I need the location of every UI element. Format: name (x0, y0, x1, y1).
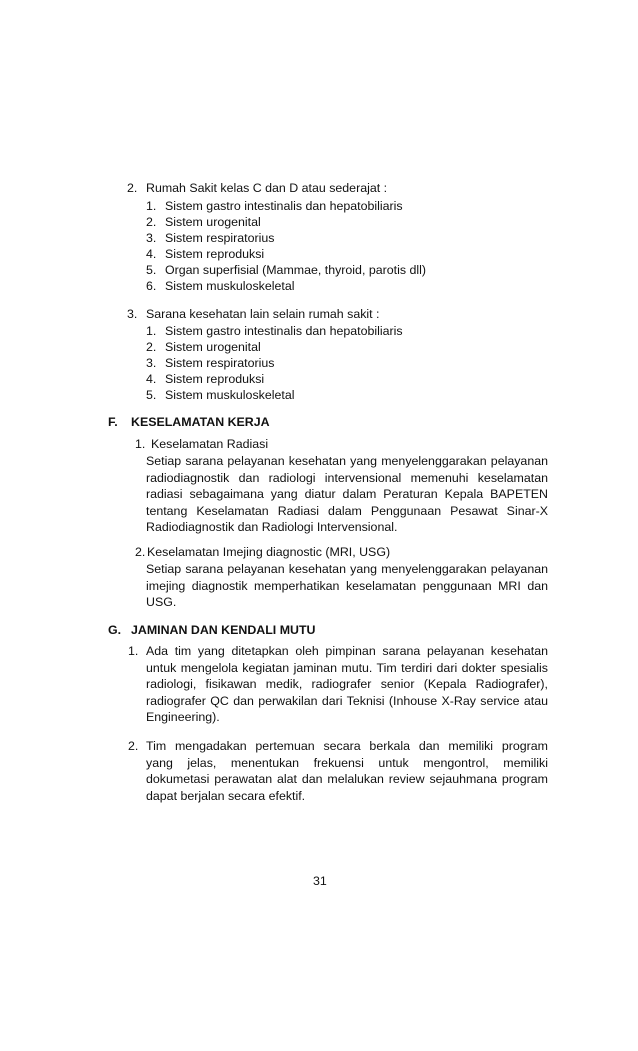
paragraph-line: Radiodiagnostik dan Radiologi Intervensional. (146, 520, 398, 534)
section-heading: JAMINAN DAN KENDALI MUTU (131, 623, 316, 637)
subitem-text: Organ superfisial (Mammae, thyroid, parotis dll) (165, 263, 426, 277)
paragraph-line: dapat berjalan secara efektif. (146, 788, 306, 803)
paragraph-line: Setiap sarana pelayanan kesehatan yang menyelenggarakan pelayanan (146, 562, 548, 576)
subitem-text: Sistem respiratorius (165, 356, 275, 370)
item-title: Keselamatan Radiasi (151, 437, 269, 451)
paragraph (146, 561, 548, 611)
paragraph-line: Tim mengadakan pertemuan secara berkala dan memiliki program (146, 739, 548, 753)
paragraph-line: USG. (146, 595, 177, 609)
subitem-text: Sistem muskuloskeletal (165, 388, 295, 402)
paragraph-line: Engineering). (146, 710, 220, 724)
paragraph-line: radiologi, fisikawan medik, radiografer senior (Kepala Radiografer), (146, 677, 548, 691)
item-title: Keselamatan Imejing diagnostic (MRI, USG) (147, 545, 391, 559)
subitem-text: Sistem urogenital (165, 340, 261, 354)
section-heading: KESELAMATAN KERJA (131, 415, 270, 429)
subitem-number: 3. (146, 356, 157, 370)
subitem-number: 2. (146, 340, 157, 354)
paragraph (146, 738, 548, 804)
subitem-number: 4. (146, 372, 157, 386)
paragraph-line: imejing diagnostik memperhatikan keselamatan penggunaan MRI dan (146, 578, 548, 593)
item-title: Rumah Sakit kelas C dan D atau sederajat : (146, 181, 388, 195)
paragraph-line: Ada tim yang ditetapkan oleh pimpinan sarana pelayanan kesehatan (146, 644, 548, 658)
subitem-number: 6. (146, 279, 157, 293)
paragraph (146, 643, 548, 726)
paragraph-line: untuk mengelola kegiatan jaminan mutu. Tim terdiri dari dokter spesialis (146, 660, 548, 675)
subitem-number: 5. (146, 388, 157, 402)
paragraph-line: tentang Keselamatan Radiasi dalam Penggunaan Pesawat Sinar-X (146, 503, 548, 518)
paragraph-line: radiodiagnostik dan radiologi intervensional memenuhi keselamatan (146, 470, 548, 485)
section-letter: G. (108, 623, 122, 637)
item-number: 2. (128, 739, 139, 753)
subitem-text: Sistem reproduksi (165, 372, 265, 386)
section-letter: F. (108, 415, 118, 429)
item-number: 3. (127, 307, 138, 321)
item-number: 1. (128, 644, 139, 658)
page-number: 31 (313, 874, 327, 888)
paragraph-line: yang jelas, menentukan frekuensi untuk mengontrol, memiliki (146, 755, 548, 770)
subitem-number: 5. (146, 263, 157, 277)
subitem-number: 4. (146, 247, 157, 261)
paragraph-line: radiografer QC dan perwakilan dari Teknisi (Inhouse X-Ray service atau (146, 693, 548, 708)
subitem-text: Sistem muskuloskeletal (165, 279, 295, 293)
item-title: Sarana kesehatan lain selain rumah sakit : (146, 307, 380, 321)
subitem-number: 2. (146, 215, 157, 229)
paragraph-line: radiasi sebagaimana yang diatur dalam Peraturan Kepala BAPETEN (146, 487, 548, 501)
item-number: 2. (127, 181, 138, 195)
paragraph (146, 453, 548, 536)
item-number: 2. (135, 545, 146, 559)
subitem-text: Sistem respiratorius (165, 231, 275, 245)
subitem-text: Sistem urogenital (165, 215, 261, 229)
subitem-text: Sistem gastro intestinalis dan hepatobiliaris (165, 324, 403, 338)
subitem-number: 3. (146, 231, 157, 245)
subitem-number: 1. (146, 199, 157, 213)
paragraph-line: dokumetasi perawatan alat dan melalukan review sejauhmana program (146, 772, 548, 786)
item-number: 1. (135, 437, 146, 451)
subitem-number: 1. (146, 324, 157, 338)
subitem-text: Sistem reproduksi (165, 247, 265, 261)
subitem-text: Sistem gastro intestinalis dan hepatobiliaris (165, 199, 403, 213)
paragraph-line: Setiap sarana pelayanan kesehatan yang menyelenggarakan pelayanan (146, 454, 548, 468)
